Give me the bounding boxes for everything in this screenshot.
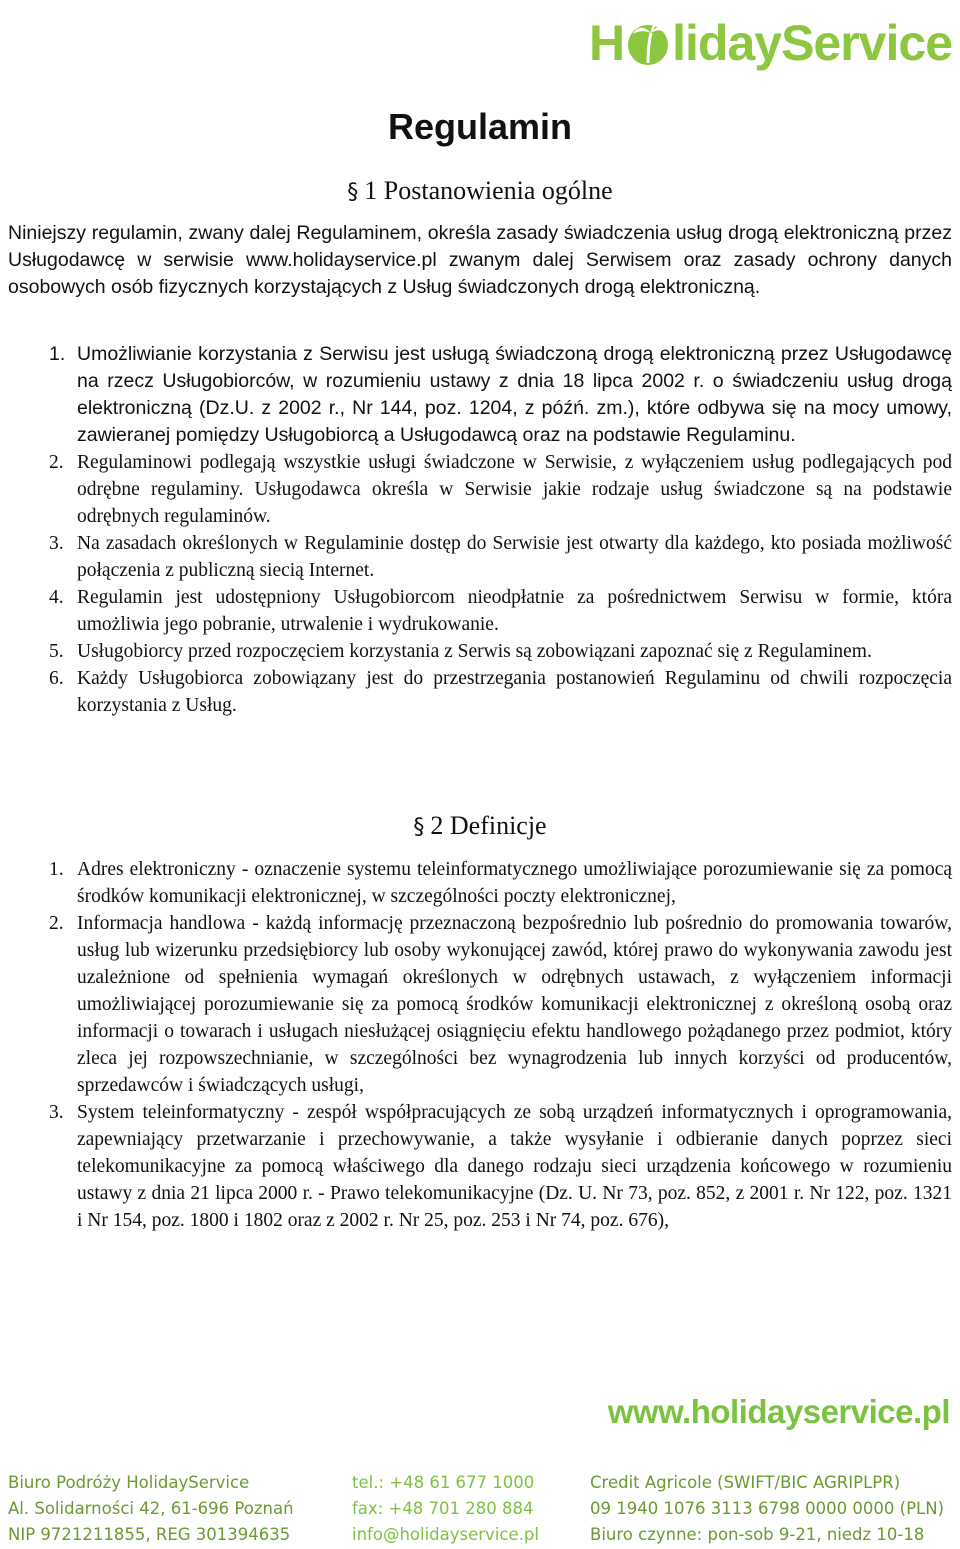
item-text: Umożliwianie korzystania z Serwisu jest usługą świadczoną drogą elektroniczną przez Usługodawcę na rzecz Usługobiorców, w rozumieniu ustawy z dnia 18 lipca 2002 r. o świadczeniu usług drogą elektroniczną (Dz.U. z 2002 r., Nr 144, poz. 1204, z późń. zm.), które odbywa się na mocy umowy, zawieranej pomiędzy Usługobiorcą a Usługodawcą oraz na podstawie Regulaminu. bbox=[77, 343, 952, 446]
footer-company-info bbox=[8, 1470, 294, 1548]
item-number: 1. bbox=[49, 343, 66, 365]
footer-phone: tel.: +48 61 677 1000 bbox=[352, 1473, 535, 1492]
item-number: 1. bbox=[49, 859, 64, 880]
section-2-item bbox=[0, 910, 952, 1099]
item-number: 3. bbox=[49, 533, 64, 554]
section-1-heading bbox=[0, 176, 960, 206]
footer-bank-name: Credit Agricole (SWIFT/BIC AGRIPLPR) bbox=[590, 1473, 901, 1492]
section-2-list bbox=[0, 856, 952, 1234]
item-number: 6. bbox=[49, 668, 64, 689]
item-text: Regulamin jest udostępniony Usługobiorcom nieodpłatnie za pośrednictwem Serwisu w formie, która umożliwia jego pobranie, utrwalenie i wydrukowanie. bbox=[77, 587, 952, 635]
palm-tree-icon bbox=[626, 15, 670, 71]
holidayservice-logo bbox=[589, 10, 952, 76]
section-2-heading-text: 2 Definicje bbox=[430, 811, 547, 840]
item-text: Usługobiorcy przed rozpoczęciem korzystania z Serwis są zobowiązani zapoznać się z Regulaminem. bbox=[77, 641, 872, 662]
item-number: 5. bbox=[49, 641, 64, 662]
item-text: Każdy Usługobiorca zobowiązany jest do przestrzegania postanowień Regulaminu od chwili rozpoczęcia korzystania z Usług. bbox=[77, 668, 952, 716]
section-1-item bbox=[0, 638, 952, 665]
item-number: 2. bbox=[49, 913, 64, 934]
section-2-bullet: § bbox=[413, 815, 425, 840]
section-1-bullet: § bbox=[347, 180, 359, 205]
footer-contact bbox=[352, 1470, 539, 1548]
item-text: Regulaminowi podlegają wszystkie usługi świadczone w Serwisie, z wyłączeniem usług podlegających pod odrębne regulaminy. Usługodawca określa w Serwisie jakie rodzaje usług świadczone są na podstawie odrębnych regulaminów. bbox=[77, 452, 952, 527]
section-1-item bbox=[0, 530, 952, 584]
footer bbox=[0, 1470, 960, 1549]
section-1-intro: Niniejszy regulamin, zwany dalej Regulaminem, określa zasady świadczenia usług drogą elektroniczną przez Usługodawcę w serwisie www.holidayservice.pl zwanym dalej Serwisem oraz zasady ochrony danych osobowych osób fizycznych korzystających z Usług świadczonych drogą elektroniczną. bbox=[8, 222, 952, 298]
section-1-item bbox=[0, 449, 952, 530]
document-title: Regulamin bbox=[387, 106, 573, 147]
item-text: System teleinformatyczny - zespół współpracujących ze sobą urządzeń informatycznych i oprogramowania, zapewniający przetwarzanie i przechowywanie, a także wysyłanie i odbieranie danych poprzez sieci telekomunikacyjne za pomocą właściwego dla danego rodzaju sieci urządzenia końcowego w rozumieniu ustawy z dnia 21 lipca 2000 r. - Prawo telekomunikacyjne (Dz. U. Nr 73, poz. 852, z 2001 r. Nr 122, poz. 1321 i Nr 154, poz. 1800 i 1802 oraz z 2002 r. Nr 25, poz. 253 i Nr 74, poz. 676), bbox=[77, 1102, 952, 1231]
footer-company-nip: NIP 9721211855, REG 301394635 bbox=[8, 1525, 291, 1544]
item-text: Informacja handlowa - każdą informację przeznaczoną bezpośrednio lub pośrednio do promowania towarów, usług lub wizerunku przedsiębiorcy lub osoby wykonującej zawód, której prawo do wykonywania zawodu jest uzależnione od spełnienia wymagań określonych w odrębnych ustawach, z wyłączeniem informacji umożliwiającej porozumiewanie się za pomocą środków komunikacji elektronicznej z określoną osobą oraz informacji o towarach i usługach niesłużącej osiągnięciu efektu handlowego pożądanego przez podmiot, który zleca jej rozpowszechnianie, w szczególności bez wynagrodzenia lub innych korzyści od producentów, sprzedawców i świadczących usługi, bbox=[77, 913, 952, 1096]
item-number: 4. bbox=[49, 587, 64, 608]
item-number: 2. bbox=[49, 452, 64, 473]
footer-company-address: Al. Solidarności 42, 61-696 Poznań bbox=[8, 1499, 294, 1518]
section-1-item bbox=[0, 584, 952, 638]
footer-fax: fax: +48 701 280 884 bbox=[352, 1499, 534, 1518]
section-2-item bbox=[0, 1099, 952, 1234]
footer-email: info@holidayservice.pl bbox=[352, 1525, 539, 1544]
footer-bank bbox=[590, 1470, 944, 1548]
section-1-item bbox=[0, 665, 952, 719]
logo-wordmark: lidayService bbox=[672, 15, 952, 71]
item-text: Na zasadach określonych w Regulaminie dostęp do Serwisie jest otwarty dla każdego, kto posiada możliwość połączenia z publiczną siecią Internet. bbox=[77, 533, 952, 581]
website-url: www.holidayservice.pl bbox=[607, 1393, 950, 1430]
item-number: 3. bbox=[49, 1102, 64, 1123]
section-1-list bbox=[0, 341, 952, 719]
footer-bank-account: 09 1940 1076 3113 6798 0000 0000 (PLN) bbox=[590, 1499, 945, 1518]
section-1-heading-text: 1 Postanowienia ogólne bbox=[364, 176, 613, 205]
logo-letter-h: H bbox=[589, 15, 625, 71]
section-2-item bbox=[0, 856, 952, 910]
section-2-heading bbox=[0, 811, 960, 841]
footer-office-hours: Biuro czynne: pon-sob 9-21, niedz 10-18 bbox=[590, 1525, 925, 1544]
footer-company-name: Biuro Podróży HolidayService bbox=[8, 1473, 250, 1492]
section-1-item bbox=[0, 341, 952, 449]
item-text: Adres elektroniczny - oznaczenie systemu teleinformatycznego umożliwiające porozumiewanie się za pomocą środków komunikacji elektronicznej, w szczególności poczty elektronicznej, bbox=[77, 859, 952, 907]
